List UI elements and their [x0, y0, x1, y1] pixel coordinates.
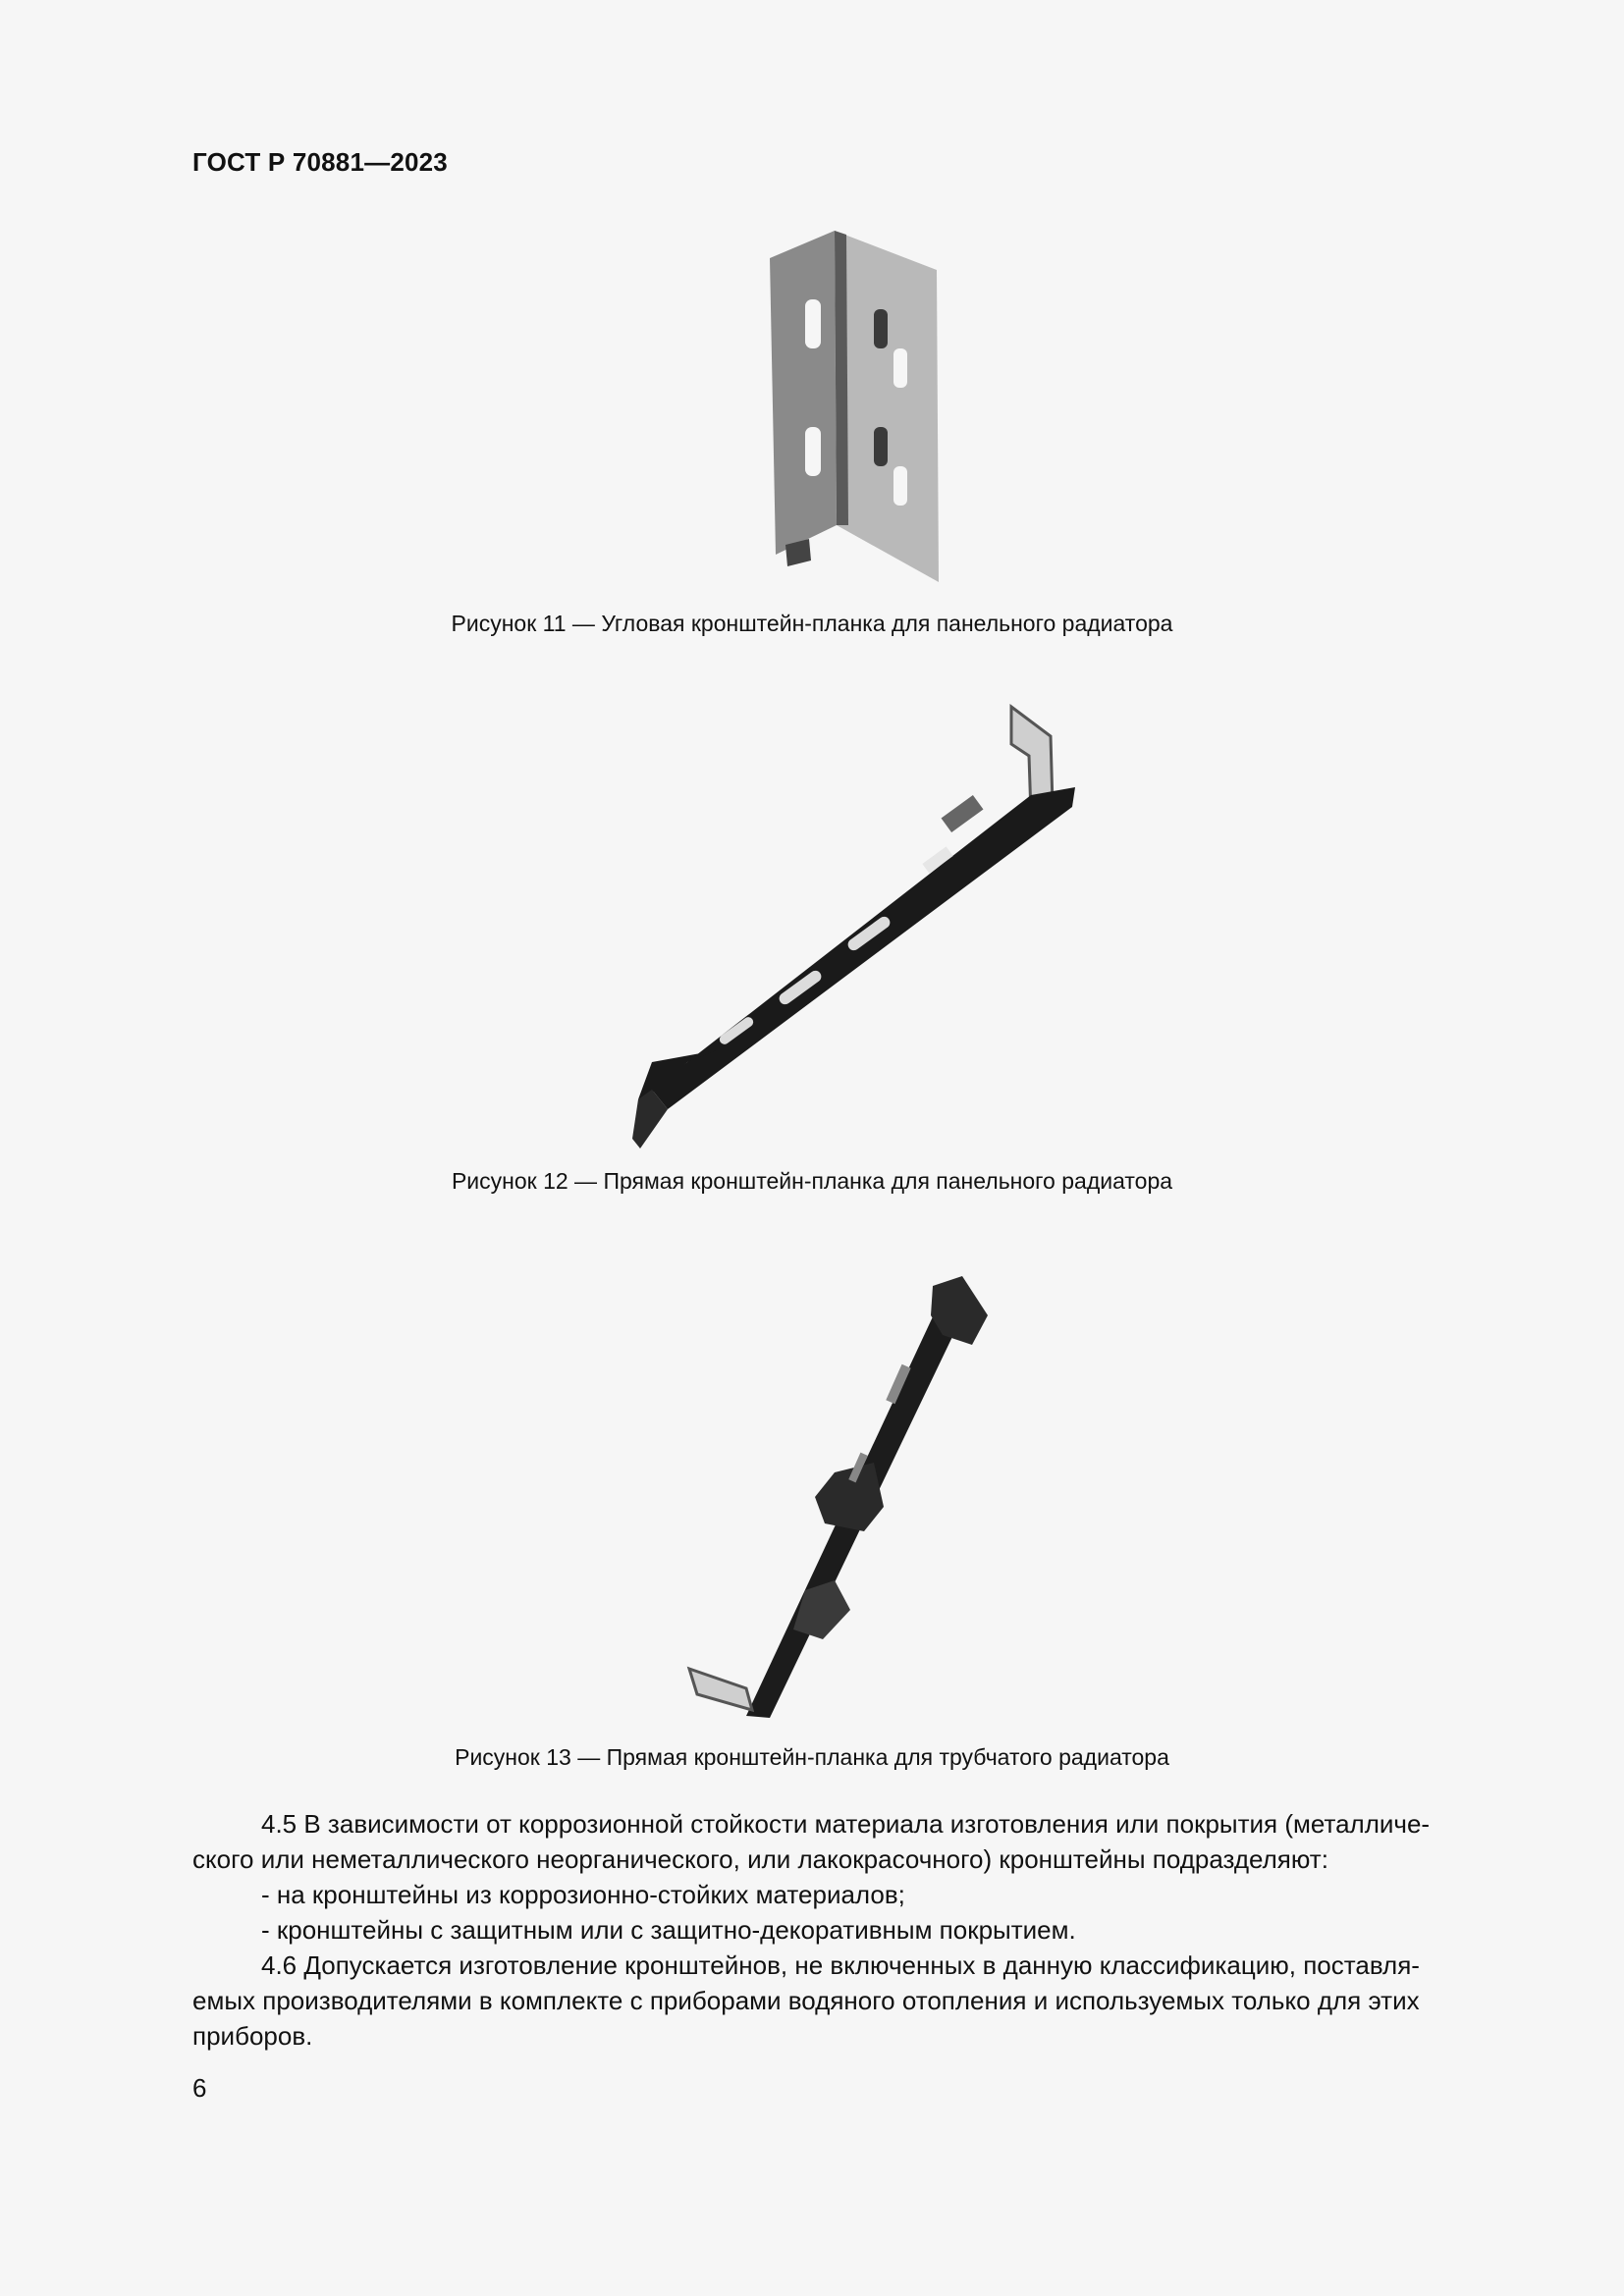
figure-11-caption: Рисунок 11 — Угловая кронштейн-планка для панельного радиатора	[451, 611, 1173, 636]
paragraph-4-6-line-3: приборов.	[192, 2021, 313, 2051]
document-header: ГОСТ Р 70881—2023	[192, 147, 448, 177]
list-item-protective-coating: - кронштейны с защитным или с защитно-декоративным покрытием.	[261, 1915, 1076, 1945]
figure-13-caption: Рисунок 13 — Прямая кронштейн-планка для трубчатого радиатора	[455, 1744, 1169, 1770]
figure-12-image	[628, 697, 1080, 1148]
body-text	[192, 1806, 1508, 2054]
paragraph-4-5-line-1: 4.5 В зависимости от коррозионной стойкости материала изготовления или покрытия (металличе-	[261, 1809, 1431, 1839]
list-item-corrosion-resistant: - на кронштейны из коррозионно-стойких материалов;	[261, 1880, 905, 1909]
figure-12-caption: Рисунок 12 — Прямая кронштейн-планка для панельного радиатора	[451, 1168, 1173, 1194]
figure-11-image	[766, 231, 943, 584]
paragraph-4-5-line-2: ского или неметаллического неорганического, или лакокрасочного) кронштейны подразделяют:	[192, 1844, 1328, 1874]
page-number: 6	[192, 2073, 207, 2103]
figure-13-image	[677, 1256, 1031, 1728]
paragraph-4-6-line-2: емых производителями в комплекте с приборами водяного отопления и используемых только для этих	[192, 1986, 1420, 2015]
paragraph-4-6-line-1: 4.6 Допускается изготовление кронштейнов, не включенных в данную классификацию, поставля-	[261, 1950, 1420, 1980]
